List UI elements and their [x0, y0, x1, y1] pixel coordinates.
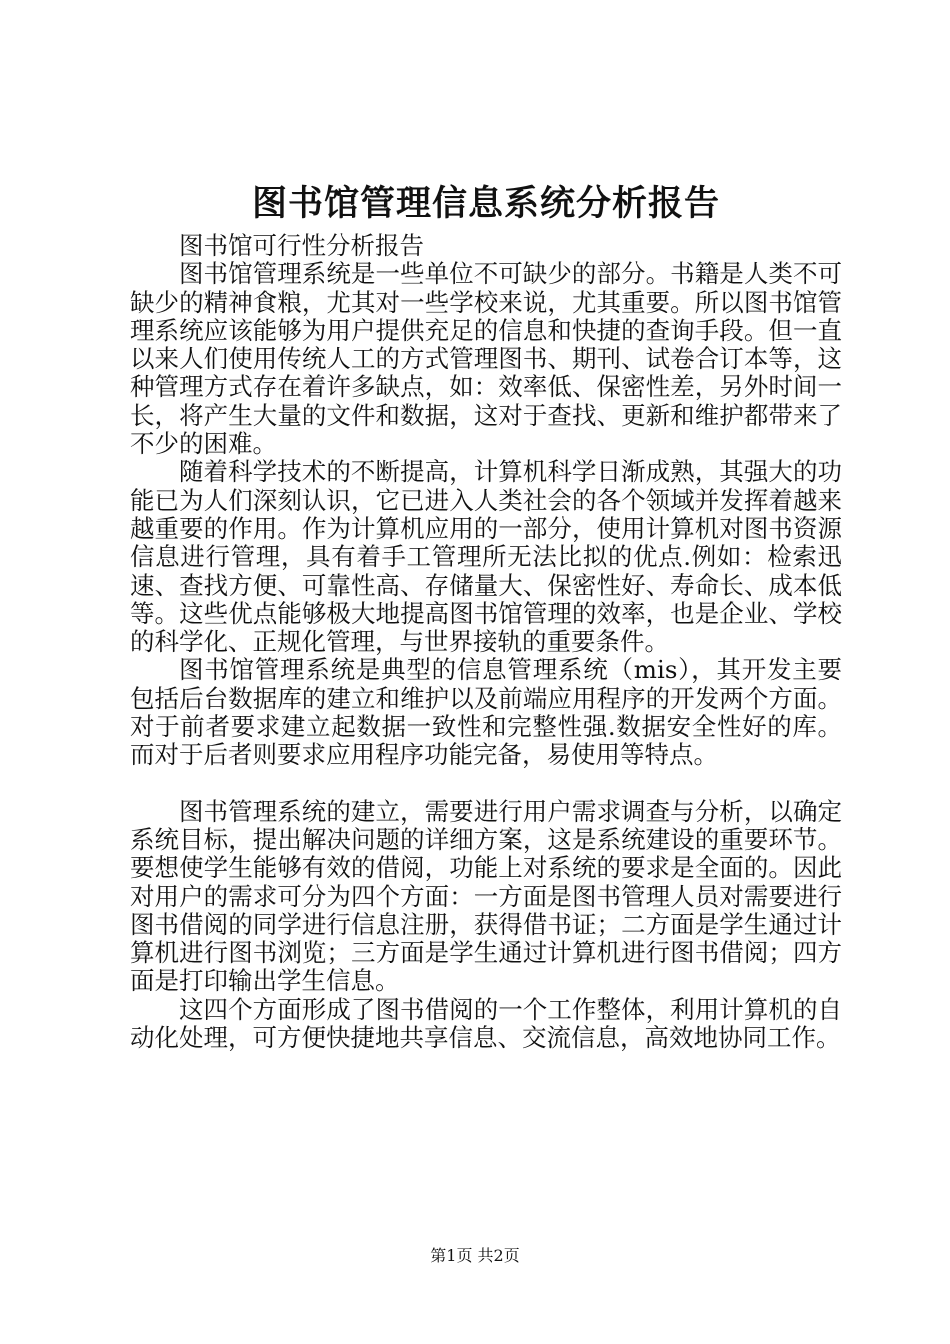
paragraph-technology: 随着科学技术的不断提高，计算机科学日渐成熟，其强大的功能已为人们深刻认识，它已进入人类社会的各个领域并发挥着越来越重要的作用。作为计算机应用的一部分，使用计算机对图书资源信息进行管理，具有着手工管理所无法比拟的优点.例如：检索迅速、查找方便、可靠性高、存储量大、保密性好、寿命长、成本低等。这些优点能够极大地提高图书馆管理的效率，也是企业、学校的科学化、正规化管理，与世界接轨的重要条件。 — [130, 457, 842, 657]
paragraph-requirements: 图书管理系统的建立，需要进行用户需求调查与分析，以确定系统目标，提出解决问题的详细方案，这是系统建设的重要环节。要想使学生能够有效的借阅，功能上对系统的要求是全面的。因此对用户的需求可分为四个方面：一方面是图书管理人员对需要进行图书借阅的同学进行信息注册，获得借书证；二方面是学生通过计算机进行图书浏览；三方面是学生通过计算机进行图书借阅；四方面是打印输出学生信息。 — [130, 796, 842, 996]
paragraph-gap — [130, 770, 842, 798]
paragraph-summary: 这四个方面形成了图书借阅的一个工作整体，利用计算机的自动化处理，可方便快捷地共享信息、交流信息，高效地协同工作。 — [130, 994, 842, 1053]
document-page — [130, 180, 842, 1052]
document-title: 图书馆管理信息系统分析报告 — [251, 184, 720, 224]
paragraph-subtitle: 图书馆可行性分析报告 — [179, 231, 424, 260]
page-number-footer: 第1页 共2页 — [430, 1246, 520, 1265]
paragraph-mis: 图书馆管理系统是典型的信息管理系统（mis），其开发主要包括后台数据库的建立和维护以及前端应用程序的开发两个方面。对于前者要求建立起数据一致性和完整性强.数据安全性好的库。而对于后者则要求应用程序功能完备，易使用等特点。 — [130, 655, 842, 770]
paragraph-intro: 图书馆管理系统是一些单位不可缺少的部分。书籍是人类不可缺少的精神食粮，尤其对一些学校来说，尤其重要。所以图书馆管理系统应该能够为用户提供充足的信息和快捷的查询手段。但一直以来人们使用传统人工的方式管理图书、期刊、试卷合订本等，这种管理方式存在着许多缺点，如：效率低、保密性差，另外时间一长，将产生大量的文件和数据，这对于查找、更新和维护都带来了不少的困难。 — [130, 259, 842, 459]
